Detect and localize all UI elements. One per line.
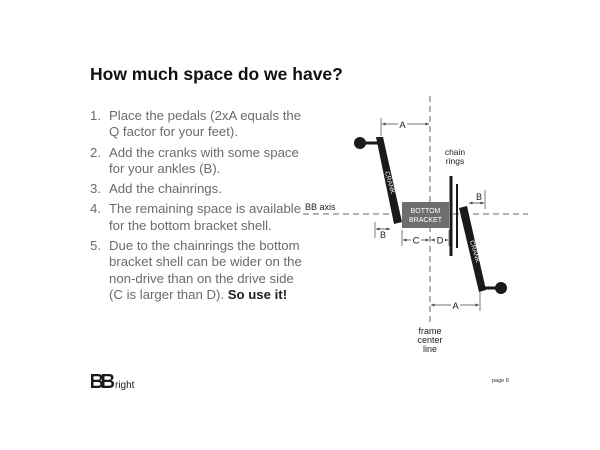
bottom-bracket-label: BRACKET [408,217,443,224]
frame-center-label: frame [418,326,442,336]
step-number: 1. [90,108,101,123]
crank-label-left: CRANK [383,170,396,195]
slide-title: How much space do we have? [90,64,343,84]
step-text: Place the pedals (2xA equals the Q factor for your feet). [109,108,302,140]
dimension-c-label: C [412,235,420,247]
pedal-left [354,137,366,149]
dimension-b-right-label: B [475,192,483,202]
dimension-d-label: D [436,235,444,247]
bb-axis-label: BB axis [305,202,336,212]
bbright-logo [89,370,149,392]
step-text: Add the chainrings. [109,181,222,197]
step-number: 3. [90,181,101,197]
crank-label-right: CRANK [468,239,481,264]
step-number: 2. [90,144,101,160]
step-emphasis: So use it! [227,286,288,302]
dimension-b-left-label: B [379,230,387,240]
step-number: 4. [90,201,101,217]
step-number: 5. [90,238,101,254]
chainrings-label: rings [445,156,465,166]
bottom-bracket-shell [402,202,449,228]
step-text: Add the cranks with some space for your ankles (B). [109,144,299,176]
frame-center-label: center [417,335,443,345]
logo-text: right [115,380,135,391]
step-text: Due to the chainrings the bottom bracket shell can be wider on the non-drive than on the drive side (C is larger than D). [109,238,302,302]
frame-center-label: line [422,344,438,354]
step-text: The remaining space is available for the bottom bracket shell. [109,201,302,233]
dimension-a-top-label: A [399,120,406,131]
chainrings-label: chain [444,147,466,157]
page-number: page 8 [492,378,509,384]
bottom-bracket-label: BOTTOM [410,208,441,215]
pedal-right [495,282,507,294]
dimension-a-bottom-label: A [452,301,459,312]
